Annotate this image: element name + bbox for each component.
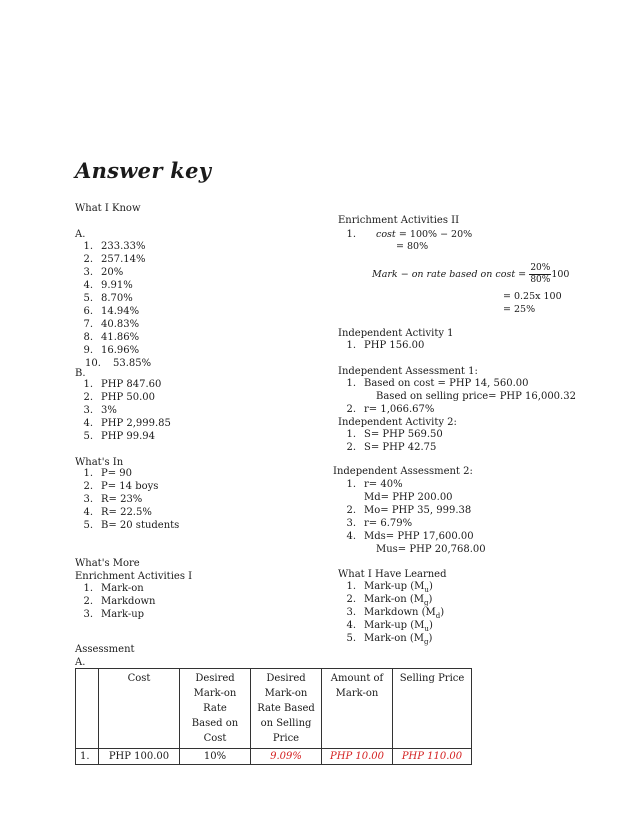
ia1-item-2-text: r= 1,066.67% <box>364 404 435 415</box>
list-item <box>75 493 179 506</box>
item-number: 3. <box>346 607 356 618</box>
item-number: 2. <box>346 442 356 453</box>
item-value: Mark-on <box>364 594 407 605</box>
ia1-item-1-text: Based on cost = PHP 14, 560.00 <box>364 378 529 389</box>
item-value: 53.85% <box>113 358 152 369</box>
item-value: 41.86% <box>101 332 140 343</box>
ias2-item-2: 2. Mo= PHP 35, 999.38 <box>346 505 472 516</box>
table-cell: 10% <box>180 749 251 765</box>
list-item <box>75 253 151 266</box>
item-value: P= 14 boys <box>101 481 159 492</box>
header-line: Cost <box>127 673 151 684</box>
header-line: Price <box>272 733 300 744</box>
item-number: 3. <box>83 405 93 416</box>
fraction-numerator: 20% <box>530 263 551 273</box>
header-line: Based on <box>191 718 239 729</box>
whats-in-heading: What's In <box>75 457 124 468</box>
item-value: P= 90 <box>101 468 133 479</box>
item-value: PHP 847.60 <box>101 379 162 390</box>
header-line: Rate <box>203 703 227 714</box>
list-item <box>75 378 171 391</box>
list-item <box>75 595 155 608</box>
item-value: PHP 99.94 <box>101 431 155 442</box>
item-subscript: g <box>424 638 429 646</box>
table-cell: PHP 100.00 <box>99 749 180 765</box>
ias2-item-4-text: Mds= PHP 17,600.00 <box>364 531 474 542</box>
item-number: 2. <box>346 594 356 605</box>
list-item <box>75 266 151 279</box>
enrichment-ii-heading: Enrichment Activities II <box>338 215 460 226</box>
item-number: 1. <box>346 429 356 440</box>
item-value: R= 22.5% <box>101 507 152 518</box>
ia1-item-1-cont: Based on selling price= PHP 16,000.32 <box>376 391 576 402</box>
math-cost: cost <box>376 229 396 240</box>
list-item <box>75 582 155 595</box>
ias2-item-2-text: Mo= PHP 35, 999.38 <box>364 505 472 516</box>
list-item <box>85 357 151 370</box>
table-header-cell <box>393 669 472 749</box>
item-value: Mark-up <box>364 581 408 592</box>
item-value: PHP 2,999.85 <box>101 418 171 429</box>
math-fraction <box>529 263 551 286</box>
item-value: B= 20 students <box>101 520 180 531</box>
item-value: R= 23% <box>101 494 143 505</box>
header-line: Mark-on <box>335 688 379 699</box>
item-value: 14.94% <box>101 306 140 317</box>
item-value: PHP 50.00 <box>101 392 155 403</box>
list-item <box>75 391 171 404</box>
item-number: 3. <box>83 494 93 505</box>
item-number: 4. <box>83 418 93 429</box>
ia1-item-2: 2. r= 1,066.67% <box>346 404 435 415</box>
math-times-100: 100 <box>551 269 570 280</box>
ias2-item-1-text: r= 40% <box>364 479 403 490</box>
item-number: 5. <box>83 431 93 442</box>
item-number: 3. <box>83 267 93 278</box>
whats-in-list <box>75 467 179 532</box>
item-number: 1. <box>83 241 93 252</box>
item-number: 1. <box>346 581 356 592</box>
header-line: Mark-on <box>264 688 308 699</box>
part-b-list <box>75 378 171 443</box>
table-header-cell <box>322 669 393 749</box>
item-value: Mark-on <box>101 583 144 594</box>
independent-assessment-1-heading: Independent Assessment 1: <box>338 366 478 377</box>
table-header-cell <box>76 669 99 749</box>
list-item <box>338 441 443 454</box>
assessment-heading: Assessment <box>75 644 135 655</box>
list-item: 4. Mark-up $(M_u)$ <box>338 619 444 632</box>
item-number: 5. <box>83 520 93 531</box>
math-line-2: = 80% <box>396 241 429 252</box>
item-value: 40.83% <box>101 319 140 330</box>
ias2-item-3: 3. r= 6.79% <box>346 518 413 529</box>
table-cell: PHP 10.00 <box>322 749 393 765</box>
item-value: 20% <box>101 267 124 278</box>
list-item <box>75 506 179 519</box>
item-number: 1. <box>83 379 93 390</box>
item-value: 16.96% <box>101 345 140 356</box>
table-row <box>76 749 472 765</box>
item-number: 2. <box>83 254 93 265</box>
header-line: Selling Price <box>399 673 465 684</box>
list-item <box>75 430 171 443</box>
table-cell: PHP 110.00 <box>393 749 472 765</box>
item-value: S= PHP 569.50 <box>364 429 443 440</box>
list-item <box>75 344 151 357</box>
list-item <box>338 428 443 441</box>
item-value: 9.91% <box>101 280 133 291</box>
item-subscript: d <box>435 612 441 620</box>
assessment-part-label: A. <box>75 657 86 668</box>
list-item: 5. Mark-on $(M_g)$ <box>338 632 444 645</box>
math-line-4: = 0.25x 100 <box>503 291 562 302</box>
item-number: 1. <box>83 583 93 594</box>
list-item <box>75 467 179 480</box>
header-line: Desired <box>195 673 235 684</box>
list-item <box>75 305 151 318</box>
list-item: 2. Mark-on $(M_g)$ <box>338 593 444 606</box>
list-item <box>75 519 179 532</box>
math-line-3 <box>372 263 569 286</box>
list-item <box>75 292 151 305</box>
what-i-have-learned-list <box>338 580 444 645</box>
item-number: 2. <box>83 596 93 607</box>
list-item <box>75 608 155 621</box>
list-item: 3. Markdown $(M_d)$ <box>338 606 444 619</box>
part-a-label: A. <box>75 229 86 240</box>
assessment-table <box>75 668 472 765</box>
math-line-5: = 25% <box>503 304 536 315</box>
ia1-item-1: 1. Based on cost = PHP 14, 560.00 <box>346 378 529 389</box>
list-item: 1. Mark-up $(M_u)$ <box>338 580 444 593</box>
item-number: 3. <box>83 609 93 620</box>
list-item <box>338 339 424 352</box>
item-number: 2. <box>83 392 93 403</box>
table-header-cell <box>180 669 251 749</box>
part-a-list <box>75 240 151 370</box>
item-number: 4. <box>346 620 356 631</box>
independent-activity-2-list <box>338 428 443 454</box>
item-subscript: u <box>424 586 429 594</box>
item-subscript: u <box>424 625 429 633</box>
list-item <box>75 279 151 292</box>
item-value: S= PHP 42.75 <box>364 442 437 453</box>
list-item <box>75 240 151 253</box>
list-item <box>75 417 171 430</box>
item-number: 4. <box>83 507 93 518</box>
item-subscript: g <box>424 599 429 607</box>
table-header-row <box>76 669 472 749</box>
whats-more-heading: What's More <box>75 558 140 569</box>
header-line: Amount of <box>330 673 384 684</box>
page-title: Answer key <box>75 158 212 183</box>
header-line: Rate Based <box>257 703 315 714</box>
independent-activity-1-list <box>338 339 424 352</box>
ias2-item-3-text: r= 6.79% <box>364 518 413 529</box>
header-line: Desired <box>266 673 306 684</box>
item-value: 3% <box>101 405 117 416</box>
independent-activity-1-heading: Independent Activity 1 <box>338 328 454 339</box>
item-number: 7. <box>83 319 93 330</box>
ias2-item-4-cont: Mus= PHP 20,768.00 <box>376 544 486 555</box>
item-number: 4. <box>83 280 93 291</box>
item-value: Mark-up <box>101 609 145 620</box>
math-cost-rhs: = 100% − 20% <box>398 229 473 240</box>
item-value: Mark-on <box>364 633 407 644</box>
list-item <box>75 404 171 417</box>
math-markon-label: Mark − on rate based on cost = <box>372 269 527 280</box>
fraction-denominator: 80% <box>530 275 551 285</box>
item-value: 233.33% <box>101 241 146 252</box>
item-number: 5. <box>83 293 93 304</box>
enrichment-i-list <box>75 582 155 621</box>
header-line: on Selling <box>260 718 312 729</box>
list-item <box>75 331 151 344</box>
list-item <box>75 480 179 493</box>
item-value: PHP 156.00 <box>364 340 425 351</box>
item-number: 1. <box>83 468 93 479</box>
item-value: Markdown <box>101 596 156 607</box>
item-value: 257.14% <box>101 254 146 265</box>
item-number: 1. <box>346 340 356 351</box>
independent-assessment-2-heading: Independent Assessment 2: <box>333 466 473 477</box>
item-value: Mark-up <box>364 620 408 631</box>
item-number: 5. <box>346 633 356 644</box>
item-number: 1. <box>346 229 356 240</box>
item-value: Markdown <box>364 607 419 618</box>
table-cell: 1. <box>76 749 99 765</box>
list-item <box>75 318 151 331</box>
what-i-know-heading: What I Know <box>75 203 141 214</box>
table-header-cell <box>99 669 180 749</box>
item-number: 6. <box>83 306 93 317</box>
independent-activity-2-heading: Independent Activity 2: <box>338 417 457 428</box>
ias2-item-4: 4. Mds= PHP 17,600.00 <box>346 531 474 542</box>
table-cell: 9.09% <box>251 749 322 765</box>
table-header-cell <box>251 669 322 749</box>
enrichment-i-heading: Enrichment Activities I <box>75 571 193 582</box>
item-value: 8.70% <box>101 293 133 304</box>
ias2-item-1-cont: Md= PHP 200.00 <box>364 492 453 503</box>
item-number: 8. <box>83 332 93 343</box>
what-i-have-learned-heading: What I Have Learned <box>338 569 447 580</box>
item-number: 2. <box>83 481 93 492</box>
item-number: 10. <box>85 358 101 369</box>
part-b-label: B. <box>75 368 86 379</box>
item-number: 9. <box>83 345 93 356</box>
header-line: Cost <box>203 733 227 744</box>
header-line: Mark-on <box>193 688 237 699</box>
ias2-item-1: 1. r= 40% <box>346 479 403 490</box>
